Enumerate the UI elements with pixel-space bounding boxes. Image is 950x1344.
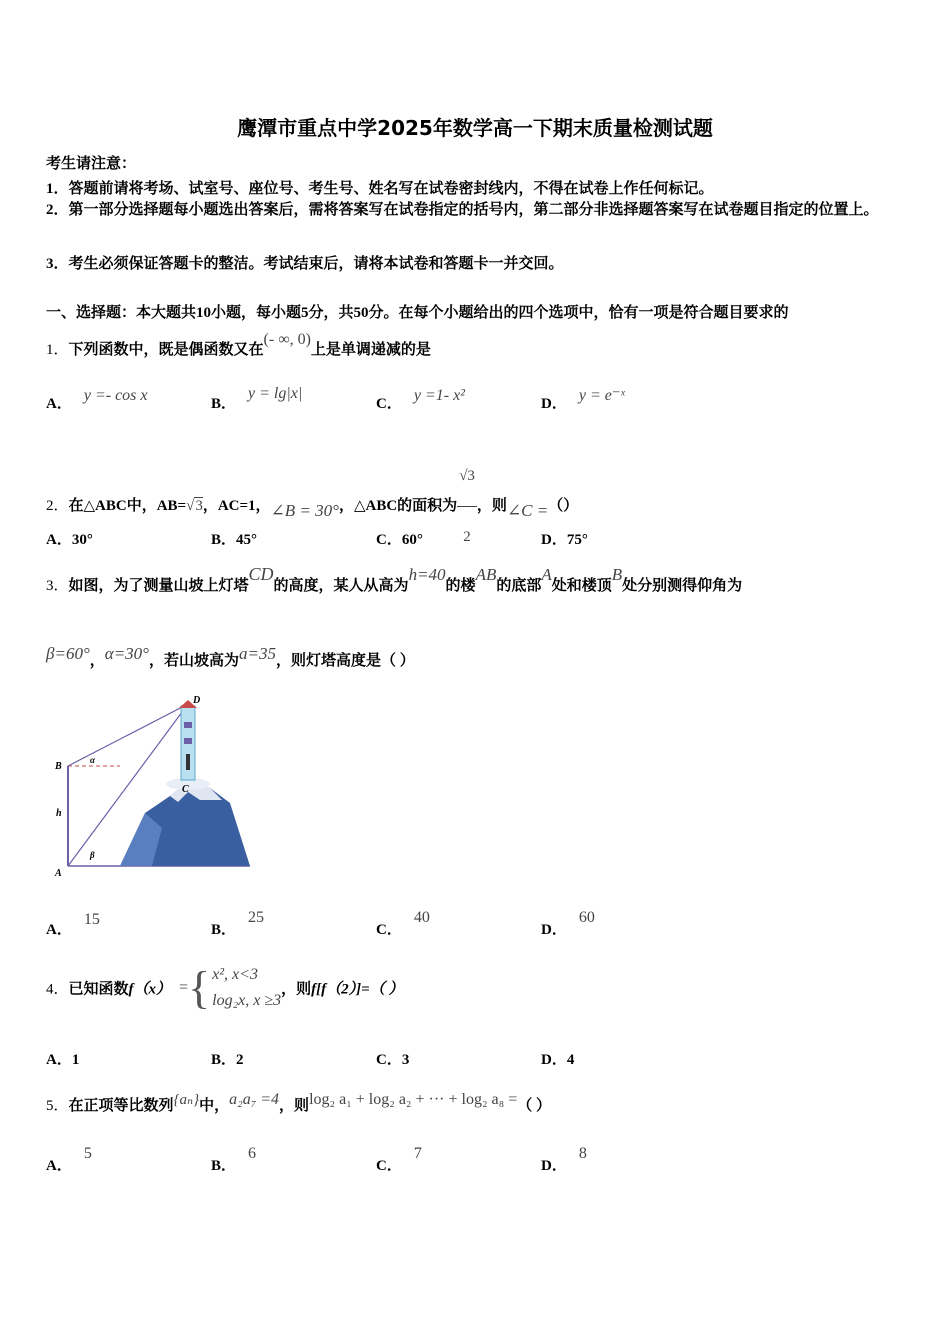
q3-option-b[interactable] [211,909,265,939]
question-stem: 在△ABC中，AB= [68,497,187,514]
question-stem: ，若山坡高为 [148,653,239,669]
option-label: A． [46,1158,72,1174]
option-label: B． [211,532,237,548]
question-number: 1． [46,342,69,358]
notice-item-2: 2．第一部分选择题每小题选出答案后，需将答案写在试卷指定的括号内，第二部分非选择题答案写在试卷题目指定的位置上。 [46,202,879,218]
option-math: y = lg|x| [248,385,303,402]
label-c: C [182,784,189,795]
lighthouse-door [186,754,190,770]
option-label: D． [541,922,567,938]
q3-option-c[interactable] [376,909,430,939]
label-alpha: α [90,755,95,765]
question-stem: 的高度，某人从高为 [273,578,409,594]
notice-item-3: 3．考生必须保证答题卡的整洁。考试结束后，请将本试卷和答题卡一并交回。 [46,256,564,272]
question-2 [46,446,578,567]
math-ff: f[f（2）]=（ ） [311,981,404,998]
option-label: D． [541,532,567,548]
q2-option-a[interactable] [46,528,93,549]
question-3-line-2 [46,644,415,670]
math-sqrt: √3 [186,497,203,514]
q2-option-c[interactable] [376,528,423,549]
option-text: 25 [248,909,265,926]
math-sequence: {aₙ} [173,1092,200,1108]
math-fx: f（x） [128,981,172,998]
notice-item-1: 1．答题前请将考场、试室号、座位号、考生号、姓名写在试卷密封线内，不得在试卷上作任何标记。 [46,181,714,197]
option-math: y =- cos x [83,387,148,404]
option-label: C． [376,1158,402,1174]
question-3 [46,564,743,595]
q1-option-a[interactable] [46,387,148,413]
option-text: 4 [566,1052,575,1068]
math-beta: β=60° [46,644,90,663]
math-log-sum: log₂ a₁ + log₂ a₂ + ··· + log₂ a₈ = [309,1091,518,1108]
math-alpha: α=30° [104,644,149,663]
q5-option-d[interactable] [541,1145,587,1175]
option-text: 8 [578,1145,587,1162]
question-stem: 已知函数 [68,981,129,998]
question-stem: 下列函数中，既是偶函数又在 [68,342,264,358]
option-text: 60 [578,909,595,926]
q3-option-d[interactable] [541,909,595,939]
option-math: y = e⁻ˣ [578,387,625,404]
question-stem: ，则 [476,497,507,514]
option-text: 45° [236,532,258,548]
question-stem: ，AC=1， [202,497,271,514]
question-stem: 处和楼顶 [551,578,612,594]
question-1 [46,331,431,359]
question-stem: 中， [199,1098,230,1114]
lighthouse-window [184,722,192,728]
q1-option-d[interactable] [541,387,625,413]
option-label: C． [376,532,402,548]
option-text: 1 [71,1052,80,1068]
option-label: A． [46,922,72,938]
question-number: 5． [46,1098,69,1114]
label-b: B [55,761,62,772]
question-stem: 在正项等比数列 [68,1098,174,1114]
option-label: A． [46,532,72,548]
question-number: 4． [46,981,69,998]
option-text: 75° [566,532,588,548]
question-stem: 处分别测得仰角为 [622,578,743,594]
option-text: 2 [236,1052,244,1068]
option-math: y =1- x² [413,387,465,404]
lighthouse-window [184,738,192,744]
piecewise-case-1: x², x<3 [212,966,258,983]
option-label: B． [211,396,237,412]
math-cd: CD [248,564,274,584]
q4-option-c[interactable] [376,1048,409,1069]
option-text: 5 [83,1145,92,1162]
math-point-b: B [611,565,623,584]
question-number: 3． [46,578,69,594]
option-label: C． [376,922,402,938]
question-stem: （） [548,497,579,514]
math-angle-c: ∠C = [506,500,549,520]
piecewise-brace: { [188,962,211,1013]
q5-option-a[interactable] [46,1145,92,1175]
piecewise-case-2: log₂x, x ≥3 [212,992,282,1009]
question-stem: ，△ABC的面积为 [338,497,458,514]
option-label: B． [211,922,237,938]
option-label: D． [541,1158,567,1174]
q4-option-a[interactable] [46,1048,79,1069]
math-a: a=35 [238,644,276,663]
q2-option-d[interactable] [541,528,588,549]
option-text: 40 [413,909,430,926]
label-beta: β [90,850,95,860]
question-stem: 的底部 [496,578,542,594]
q1-option-b[interactable] [211,385,303,413]
question-stem: 如图，为了测量山坡上灯塔 [68,578,249,594]
question-stem: ，则 [279,1098,310,1114]
option-text: 3 [401,1052,410,1068]
math-h: h=40 [408,565,446,584]
option-label: D． [541,396,567,412]
option-text: 6 [248,1145,257,1162]
option-label: C． [376,1052,402,1068]
math-fraction: $\frac{√3}{2}$ [457,446,477,567]
option-text: 7 [413,1145,422,1162]
option-label: B． [211,1052,237,1068]
notice-heading: 考生请注意： [46,156,137,172]
option-label: B． [211,1158,237,1174]
option-label: A． [46,396,72,412]
q4-option-d[interactable] [541,1048,574,1069]
lighthouse-figure [50,688,260,878]
question-stem: ，则灯塔高度是（ ） [275,653,415,669]
math-point-a: A [541,565,552,584]
section-heading: 一、选择题：本大题共10小题，每小题5分，共50分。在每个小题给出的四个选项中，恰有一项是符合题目要求的 [46,305,789,321]
q5-option-c[interactable] [376,1145,422,1175]
question-number: 2． [46,497,69,514]
option-label: A． [46,1052,72,1068]
q3-option-a[interactable] [46,911,100,939]
label-d: D [193,695,201,706]
q5-option-b[interactable] [211,1145,257,1175]
math-interval: (- ∞, 0) [263,331,311,348]
q2-option-b[interactable] [211,528,257,549]
label-a: A [55,868,62,878]
sight-line-b [68,704,188,766]
question-4 [46,962,403,1014]
option-text: 15 [83,911,100,928]
piecewise-cases [212,962,281,1014]
math-condition: a₂a₇ =4 [229,1091,280,1108]
math-angle-b: ∠B = 30° [270,500,339,520]
label-h: h [56,808,62,819]
option-label: C． [376,396,402,412]
option-text: 30° [71,532,93,548]
question-stem: 的楼 [445,578,476,594]
question-stem: ，则 [281,981,312,998]
option-label: D． [541,1052,567,1068]
math-ab: AB [475,565,497,584]
question-stem: ， [89,653,105,669]
question-stem: （ ） [517,1098,552,1114]
math-equals: = [179,979,189,996]
option-text: 60° [401,532,423,548]
q4-option-b[interactable] [211,1048,244,1069]
page-title: 鹰潭市重点中学2025年数学高一下期末质量检测试题 [237,116,713,140]
question-stem: 上是单调递减的是 [310,342,431,358]
question-5 [46,1091,552,1115]
q1-option-c[interactable] [376,387,465,413]
